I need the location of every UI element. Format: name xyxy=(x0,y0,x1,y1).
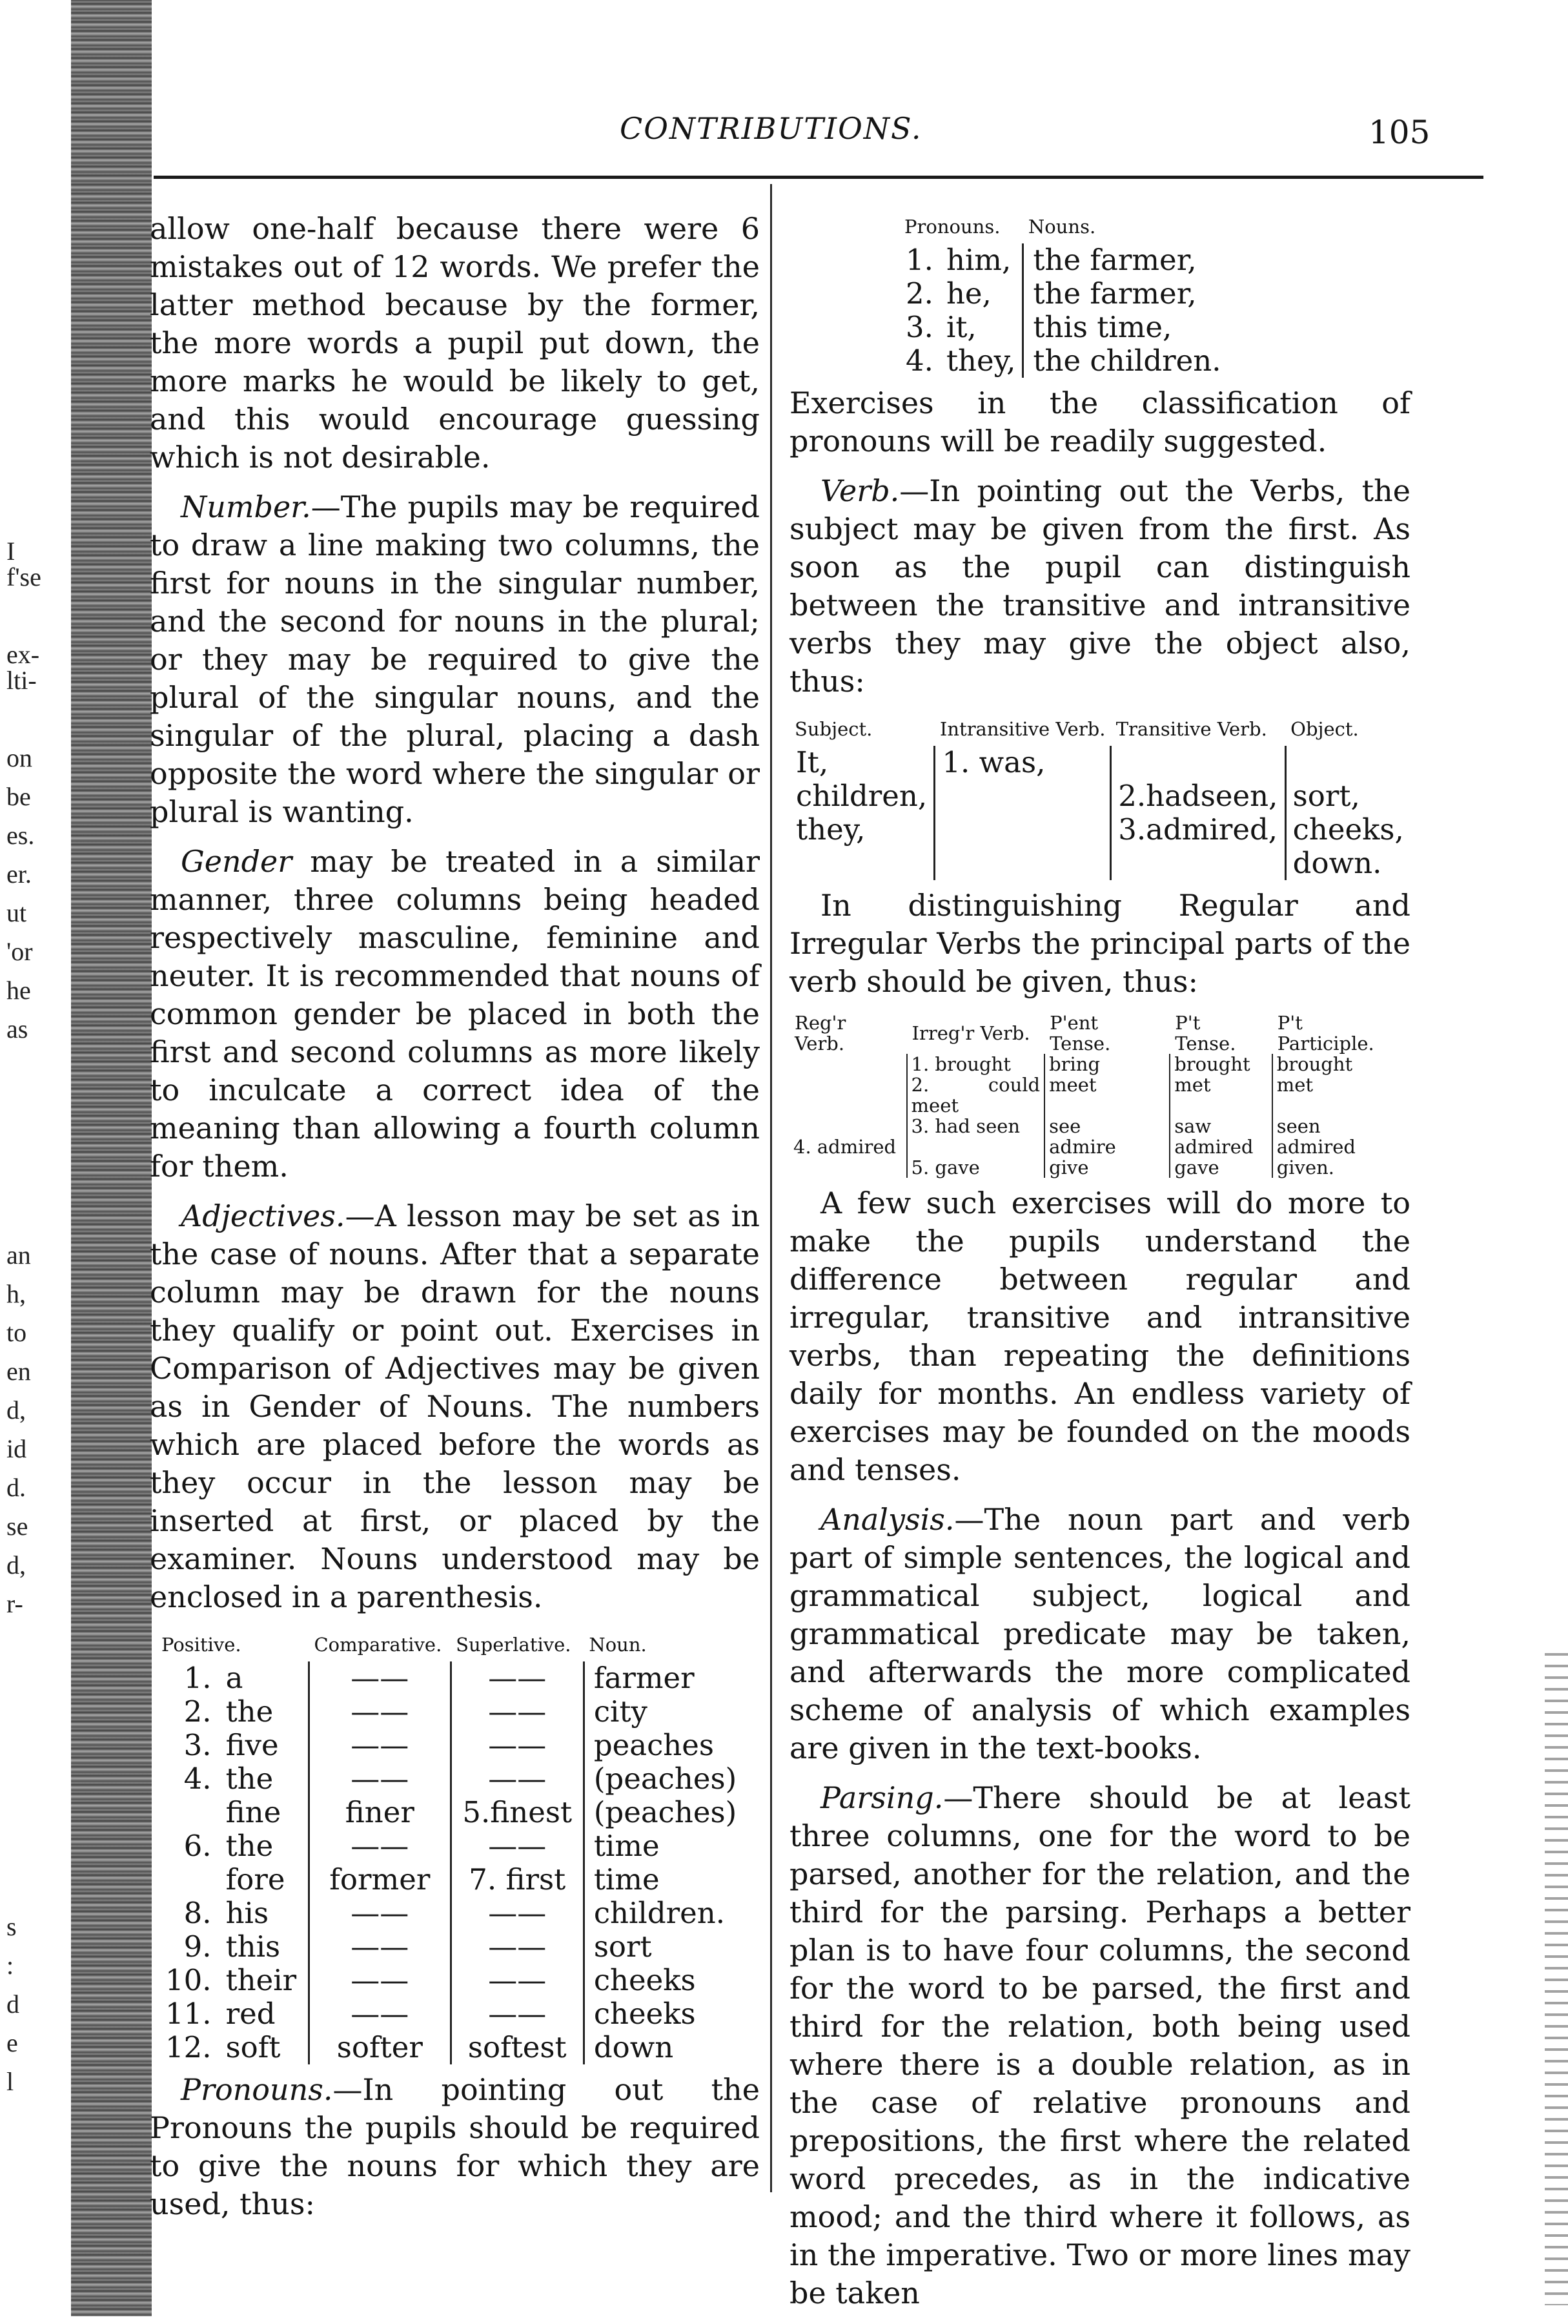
table-header: Reg'r Verb. xyxy=(795,1012,846,1054)
table-cell: 3. xyxy=(906,310,933,344)
table-cell: the children. xyxy=(1023,344,1228,378)
table-cell: sort xyxy=(593,1929,652,1964)
pronoun-table xyxy=(899,210,1228,378)
section-label-adjectives: Adjectives. xyxy=(181,1198,345,1233)
table-cell: cheeks, xyxy=(1285,813,1410,847)
table-row xyxy=(156,1661,750,1695)
paragraph-verb xyxy=(789,472,1410,701)
margin-fragment: d xyxy=(6,1990,19,2019)
table-cell: the farmer, xyxy=(1023,277,1228,311)
table-header: Nouns. xyxy=(1028,216,1096,238)
margin-fragment: l xyxy=(6,2067,14,2096)
table-cell: children, xyxy=(796,779,928,813)
margin-fragment: 'or xyxy=(6,937,33,966)
table-cell: —— xyxy=(451,1897,584,1930)
margin-fragment: e xyxy=(6,2028,18,2057)
table-cell: children. xyxy=(593,1896,726,1930)
table-header: Comparative. xyxy=(314,1634,442,1656)
table-cell: 2.hadseen, xyxy=(1111,779,1285,813)
table-row xyxy=(899,243,1228,277)
table-cell: down xyxy=(593,2030,674,2064)
margin-fragment: be xyxy=(6,782,31,811)
table-cell: see xyxy=(1044,1116,1170,1136)
table-row xyxy=(156,1829,750,1863)
paragraph-regular: In distinguishing Regular and Irregular Verbs the principal parts of the verb should be given, thus: xyxy=(789,888,1410,999)
table-header: P't Tense. xyxy=(1175,1012,1236,1054)
section-text-pronouns: —In pointing out the Pronouns the pupils should be required to give the nouns for which they are used, thus: xyxy=(150,2072,760,2221)
table-header: P'ent Tense. xyxy=(1050,1012,1111,1054)
table-cell: (peaches) xyxy=(593,1762,737,1796)
table-cell: —— xyxy=(309,1897,451,1930)
table-cell: fine xyxy=(225,1795,281,1829)
table-cell: 6. xyxy=(183,1829,212,1863)
table-cell: 4. admired xyxy=(793,1136,897,1158)
verb-table xyxy=(789,712,1410,880)
table-row xyxy=(789,813,1410,847)
section-label-parsing: Parsing. xyxy=(820,1780,944,1815)
paragraph-few: A few such exercises will do more to make the pupils understand the difference between regular and irregular, transitive and intransitive verbs, than repeating the definitions daily for months. An endless variety of exercises may be founded on the moods and tenses. xyxy=(789,1186,1410,1487)
table-cell: they, xyxy=(946,344,1016,378)
table-cell: admired xyxy=(1272,1136,1410,1157)
table-cell: give xyxy=(1044,1157,1170,1178)
table-cell: 3. had seen xyxy=(907,1116,1045,1136)
table-cell: soft xyxy=(225,2030,281,2064)
table-cell: fore xyxy=(225,1862,285,1897)
margin-fragment: se xyxy=(6,1512,28,1541)
table-row xyxy=(789,847,1410,880)
margin-fragment: en xyxy=(6,1357,31,1386)
right-column xyxy=(789,210,1410,2324)
table-row xyxy=(789,1054,1410,1075)
table-cell: this xyxy=(225,1929,281,1964)
table-cell: they, xyxy=(796,812,866,847)
table-cell: —— xyxy=(451,1695,584,1729)
margin-fragment: s xyxy=(6,1912,17,1941)
margin-fragment: ex- xyxy=(6,640,40,669)
table-cell xyxy=(935,813,1111,847)
table-cell: —— xyxy=(309,1695,451,1729)
table-cell: peaches xyxy=(593,1728,715,1762)
table-cell xyxy=(789,1054,907,1075)
table-cell: —— xyxy=(451,1762,584,1796)
table-cell: he, xyxy=(946,276,992,311)
table-cell xyxy=(789,1116,907,1136)
table-cell: cheeks xyxy=(593,1997,696,2031)
margin-fragment: : xyxy=(6,1951,14,1980)
section-label-pronouns: Pronouns. xyxy=(181,2072,333,2107)
margin-fragment: d, xyxy=(6,1550,26,1579)
table-cell: —— xyxy=(309,1762,451,1796)
margin-fragment: to xyxy=(6,1318,27,1347)
table-row xyxy=(156,1796,750,1829)
table-cell: softer xyxy=(309,2031,451,2064)
margin-fragment: r- xyxy=(6,1589,23,1618)
table-cell: 4. xyxy=(906,344,933,378)
margin-fragment: es. xyxy=(6,821,35,850)
table-cell: it, xyxy=(946,310,977,344)
table-cell: admired xyxy=(1170,1136,1272,1157)
section-label-gender: Gender xyxy=(181,844,292,879)
table-cell: bring xyxy=(1044,1054,1170,1075)
table-cell: down. xyxy=(1285,847,1410,880)
table-cell xyxy=(1285,746,1410,779)
table-cell: —— xyxy=(451,1930,584,1964)
table-cell: cheeks xyxy=(593,1963,696,1997)
table-header: Subject. xyxy=(795,718,873,740)
table-cell xyxy=(935,847,1111,880)
table-cell: met xyxy=(1170,1075,1272,1116)
table-cell xyxy=(789,847,935,880)
table-cell: finer xyxy=(309,1796,451,1829)
margin-fragment: he xyxy=(6,976,31,1005)
table-cell: him, xyxy=(946,243,1012,277)
table-header: Noun. xyxy=(589,1634,647,1656)
table-cell: —— xyxy=(309,1729,451,1762)
table-cell: —— xyxy=(451,1661,584,1695)
table-cell: —— xyxy=(451,1964,584,1997)
table-cell: farmer xyxy=(593,1661,695,1695)
table-row xyxy=(899,277,1228,311)
paragraph-pronouns xyxy=(150,2071,760,2223)
table-cell: 3. xyxy=(183,1728,212,1762)
table-header: Pronouns. xyxy=(904,216,1001,238)
table-row xyxy=(899,311,1228,344)
margin-fragment: lti- xyxy=(6,666,37,695)
margin-fragment: er. xyxy=(6,859,32,889)
left-column xyxy=(150,210,760,2235)
table-cell: 12. xyxy=(165,2030,212,2064)
table-cell: meet xyxy=(1044,1075,1170,1116)
section-label-number: Number. xyxy=(181,489,311,524)
margin-fragment: h, xyxy=(6,1279,26,1308)
running-head: CONTRIBUTIONS. xyxy=(620,111,922,146)
table-row xyxy=(156,1863,750,1897)
table-cell: 7. first xyxy=(451,1863,584,1897)
paragraph-gender xyxy=(150,843,760,1186)
table-cell: brought xyxy=(1170,1054,1272,1075)
right-edge-noise xyxy=(1545,1653,1568,2305)
margin-fragment: I xyxy=(6,537,15,566)
column-divider xyxy=(770,184,772,2192)
paragraph-adjectives xyxy=(150,1197,760,1616)
table-cell: 8. xyxy=(183,1896,212,1930)
table-cell xyxy=(789,1075,907,1116)
margin-fragment: an xyxy=(6,1240,31,1270)
table-header: Object. xyxy=(1290,718,1359,740)
table-cell: —— xyxy=(309,1829,451,1863)
table-row xyxy=(156,2031,750,2064)
table-cell: —— xyxy=(451,1729,584,1762)
margin-fragment: f'se xyxy=(6,562,41,591)
section-text-verb: —In pointing out the Verbs, the subject may be given from the first. As soon as the pupil can distinguish between the transitive and intransitive verbs they may give the object also, thus: xyxy=(789,473,1410,699)
table-cell: 10. xyxy=(165,1963,212,1997)
table-row xyxy=(156,1897,750,1930)
table-row xyxy=(789,1157,1410,1178)
left-margin-fragments xyxy=(0,0,65,2316)
table-cell: —— xyxy=(309,1997,451,2031)
table-row xyxy=(156,1964,750,1997)
table-cell: —— xyxy=(309,1661,451,1695)
margin-fragment: d, xyxy=(6,1395,26,1424)
table-cell: former xyxy=(309,1863,451,1897)
table-header: P't Participle. xyxy=(1277,1012,1374,1054)
section-text-adjectives: —A lesson may be set as in the case of nouns. After that a separate column may be drawn for the nouns they qualify or point out. Exercises in Comparison of Adjectives may be given as in Gender of Nouns. The numbers which are placed before the words as they occur in the lesson may be inserted at first, or placed by the examiner. Nouns understood may be enclosed in a parenthesis. xyxy=(150,1198,760,1614)
page-number: 105 xyxy=(1369,114,1431,151)
paragraph-analysis xyxy=(789,1501,1410,1767)
adjective-table xyxy=(156,1628,750,2064)
table-cell: a xyxy=(225,1661,243,1695)
principal-parts-table xyxy=(789,1013,1410,1178)
table-cell: time xyxy=(593,1862,660,1897)
binding-gutter xyxy=(71,0,152,2316)
section-text-number: —The pupils may be required to draw a line making two columns, the first for nouns in the singular number, and the second for nouns in the plural; or they may be required to give the plural of the singular nouns, and the singular of the plural, placing a dash opposite the word where the singular or plural is wanting. xyxy=(150,489,760,829)
table-cell: seen xyxy=(1272,1116,1410,1136)
header-rule xyxy=(154,176,1483,179)
paragraph-parsing xyxy=(789,1779,1410,2312)
table-header: Transitive Verb. xyxy=(1115,718,1267,740)
paragraph-exercises: Exercises in the classification of pronouns will be readily suggested. xyxy=(789,386,1410,458)
table-cell: —— xyxy=(451,1829,584,1863)
table-cell: 2. could meet xyxy=(907,1075,1045,1116)
table-cell xyxy=(935,779,1111,813)
section-text-gender: may be treated in a similar manner, three columns being headed respectively masculine, feminine and neuter. It is recommended that nouns of common gender be placed in both the first and second columns as more likely to inculcate a correct idea of the meaning than allowing a fourth column for them. xyxy=(150,844,760,1184)
margin-fragment: on xyxy=(6,743,32,772)
table-cell: red xyxy=(225,1997,276,2031)
table-cell: the xyxy=(225,1829,274,1863)
table-cell: 1. xyxy=(183,1661,212,1695)
table-header: Irreg'r Verb. xyxy=(911,1022,1030,1044)
margin-fragment: as xyxy=(6,1014,28,1044)
table-row xyxy=(899,344,1228,378)
table-cell: given. xyxy=(1272,1157,1410,1178)
table-cell: 2. xyxy=(183,1694,212,1729)
table-header: Intransitive Verb. xyxy=(939,718,1106,740)
table-row xyxy=(789,746,1410,779)
table-cell: the xyxy=(225,1762,274,1796)
table-cell xyxy=(1111,746,1285,779)
margin-fragment: id xyxy=(6,1434,27,1463)
table-cell: saw xyxy=(1170,1116,1272,1136)
table-cell xyxy=(907,1136,1045,1157)
table-cell xyxy=(156,1796,217,1829)
table-cell: city xyxy=(593,1694,647,1729)
table-row xyxy=(789,1116,1410,1136)
table-cell: brought xyxy=(1272,1054,1410,1075)
table-row xyxy=(789,1075,1410,1116)
table-row xyxy=(156,1762,750,1796)
table-cell: —— xyxy=(309,1930,451,1964)
margin-fragment: d. xyxy=(6,1473,26,1502)
table-cell: 3.admired, xyxy=(1111,813,1285,847)
table-cell: 4. xyxy=(183,1762,212,1796)
table-cell: the farmer, xyxy=(1023,243,1228,277)
section-text-analysis: —The noun part and verb part of simple sentences, the logical and grammatical subject, logical and grammatical predicate may be taken, and afterwards the more complicated scheme of analysis of which examples are given in the text-books. xyxy=(789,1502,1410,1765)
paragraph-number xyxy=(150,488,760,831)
paragraph-marking: allow one-half because there were 6 mistakes out of 12 words. We prefer the latter method because by the former, the more words a pupil put down, the more marks he would be likely to get, and this would encourage guessing which is not desirable. xyxy=(150,211,760,475)
table-row xyxy=(156,1695,750,1729)
table-cell: 5. gave xyxy=(907,1157,1045,1178)
table-row xyxy=(789,779,1410,813)
margin-fragment: ut xyxy=(6,898,27,927)
table-cell: time xyxy=(593,1829,660,1863)
table-cell: sort, xyxy=(1285,779,1410,813)
table-cell: 1. was, xyxy=(935,746,1111,779)
table-cell xyxy=(789,1157,907,1178)
table-cell: met xyxy=(1272,1075,1410,1116)
table-cell: 1. xyxy=(906,243,933,277)
table-cell: their xyxy=(225,1963,297,1997)
table-cell: 5.finest xyxy=(451,1796,584,1829)
table-cell: —— xyxy=(309,1964,451,1997)
table-cell: gave xyxy=(1170,1157,1272,1178)
table-cell: 2. xyxy=(906,276,933,311)
table-cell: —— xyxy=(451,1997,584,2031)
table-cell: 1. brought xyxy=(907,1054,1045,1075)
table-cell: 9. xyxy=(183,1929,212,1964)
table-cell xyxy=(1111,847,1285,880)
table-row xyxy=(156,1930,750,1964)
table-header: Positive. xyxy=(161,1634,241,1656)
table-cell: softest xyxy=(451,2031,584,2064)
table-cell: 11. xyxy=(165,1997,212,2031)
table-cell: this time, xyxy=(1023,311,1228,344)
table-row xyxy=(789,1136,1410,1157)
table-cell: It, xyxy=(796,745,829,779)
table-cell xyxy=(156,1863,217,1897)
table-cell: the xyxy=(225,1694,274,1729)
table-cell: five xyxy=(225,1728,279,1762)
table-cell: (peaches) xyxy=(593,1795,737,1829)
section-label-analysis: Analysis. xyxy=(820,1502,955,1537)
section-label-verb: Verb. xyxy=(820,473,900,508)
section-text-parsing: —There should be at least three columns, one for the word to be parsed, another for the relation, and the third for the parsing. Perhaps a better plan is to have four columns, the second for the word to be parsed, the first and third for the relation, both being used where there is a double relation, as in the case of relative pronouns and prepositions, the first where the related word precedes, as in the indicative mood; and the third where it follows, as in the imperative. Two or more lines may be taken xyxy=(789,1780,1410,2310)
table-cell: admire xyxy=(1044,1136,1170,1157)
table-cell: his xyxy=(225,1896,269,1930)
table-row xyxy=(156,1729,750,1762)
table-row xyxy=(156,1997,750,2031)
table-header: Superlative. xyxy=(456,1634,571,1656)
